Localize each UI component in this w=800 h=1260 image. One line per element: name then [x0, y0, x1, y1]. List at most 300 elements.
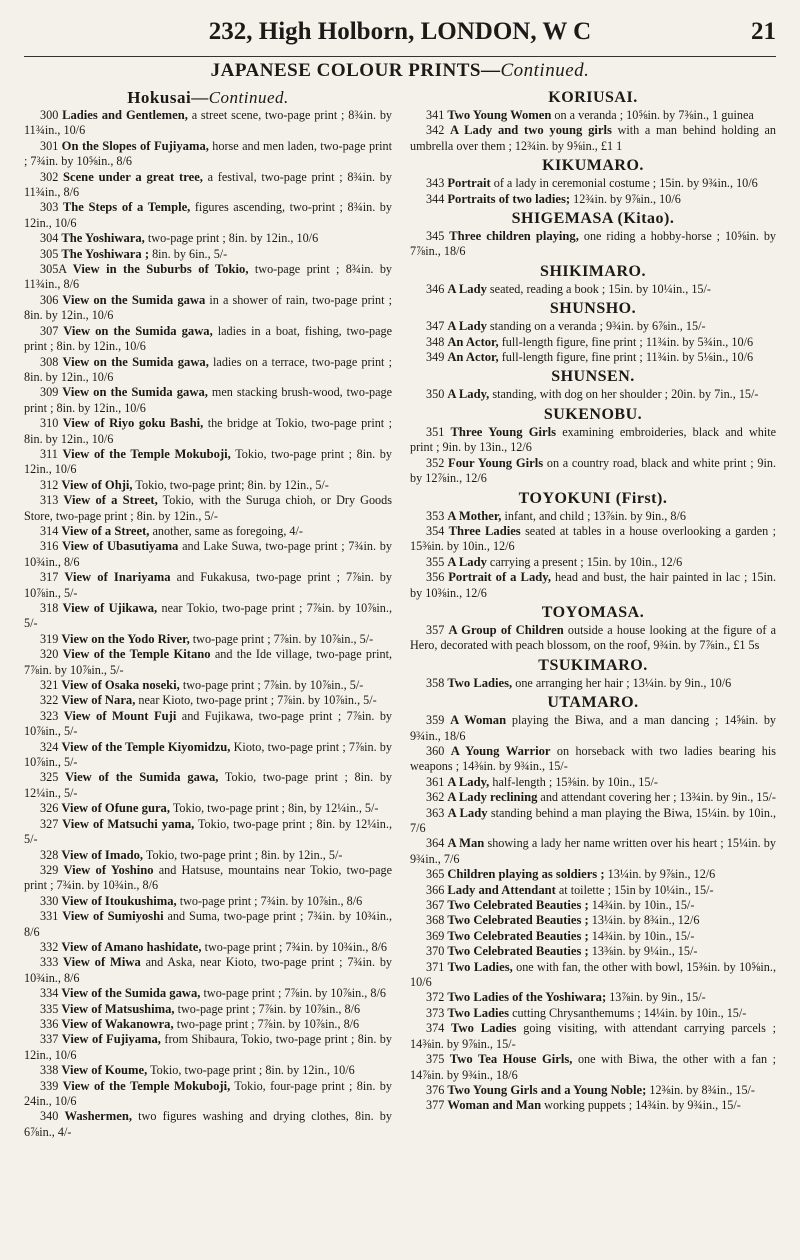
entry-number: 351 — [426, 424, 445, 439]
artist-heading: KIKUMARO. — [542, 157, 644, 175]
entry-number: 342 — [426, 123, 445, 138]
entry-details: from Shibaura, Tokio, two-page print ; 8in. by 12in., 10/6 — [24, 1032, 392, 1062]
catalogue-entry — [410, 387, 776, 402]
entry-details: 13¼in. by 9⅞in., 12/6 — [607, 867, 716, 882]
artist-heading: TSUKIMARO. — [538, 656, 648, 674]
entry-number: 344 — [426, 191, 445, 206]
entry-number: 326 — [40, 801, 59, 816]
artist-heading: SHUNSEN. — [551, 368, 635, 386]
entry-title: Washermen, — [64, 1109, 132, 1124]
entry-title: View of Ofune gura, — [61, 801, 170, 816]
entry-title: Children playing as soldiers ; — [447, 867, 605, 882]
entry-number: 368 — [426, 913, 445, 928]
catalogue-entry — [24, 293, 392, 324]
entry-number: 361 — [426, 774, 445, 789]
entry-title: The Yoshiwara ; — [61, 246, 150, 261]
entry-number: 339 — [40, 1078, 59, 1093]
entry-number: 322 — [40, 693, 59, 708]
entry-title: A Lady, — [447, 387, 490, 402]
catalogue-entry — [24, 570, 392, 601]
entry-number: 365 — [426, 867, 445, 882]
entry-number: 341 — [426, 108, 445, 122]
entry-number: 321 — [40, 678, 59, 693]
catalogue-entry — [24, 1063, 392, 1078]
entry-number: 333 — [40, 955, 59, 970]
entry-details: showing a lady her name written over his heart ; 15¼in. by 9¾in., 7/6 — [410, 836, 776, 866]
entry-title: Ladies and Gentlemen, — [62, 108, 188, 122]
entry-number: 329 — [40, 862, 59, 877]
entry-details: two-page print ; 7¾in. by 10¾in., 8/6 — [204, 939, 388, 954]
entry-title: Woman and Man — [447, 1098, 542, 1113]
entry-title: Portrait — [447, 176, 491, 191]
entry-details: examining embroideries, black and white print ; 9in. by 13in., 12/6 — [410, 424, 777, 455]
left-column — [24, 86, 392, 1140]
entry-title: Two Ladies — [451, 1021, 517, 1036]
artist-heading: SHIGEMASA (Kitao). — [511, 210, 675, 228]
catalogue-entry — [24, 108, 392, 139]
entry-title: View of the Temple Kitano — [62, 647, 211, 662]
entry-details: 13⅞in. by 9in., 15/- — [609, 990, 706, 1005]
catalogue-entry — [24, 848, 392, 863]
entry-number: 360 — [426, 743, 445, 758]
entry-number: 371 — [426, 959, 445, 974]
entry-number: 331 — [40, 909, 59, 924]
entry-number: 311 — [40, 446, 58, 461]
entry-number: 346 — [426, 281, 445, 296]
entry-details: one with fan, the other with bowl, 15⅜in. by 10⅝in., 10/6 — [410, 959, 776, 990]
catalogue-entry — [410, 836, 776, 867]
entry-details: full-length figure, fine print ; 11¾in. by 5¾in., 10/6 — [501, 334, 754, 349]
catalogue-entry — [24, 493, 392, 524]
entry-number: 328 — [40, 847, 59, 862]
catalogue-entry — [410, 960, 776, 991]
catalogue-entry — [24, 770, 392, 801]
entry-details: Kioto, two-page print ; 7⅞in. by 10⅞in., 5/- — [24, 739, 392, 770]
catalogue-entry — [410, 176, 776, 191]
entry-title: View of the Temple Kiyomidzu, — [61, 739, 231, 754]
entry-title: Two Ladies of the Yoshiwara; — [447, 990, 607, 1005]
catalogue-entry — [410, 790, 776, 805]
entry-title: View of Wakanowra, — [61, 1016, 174, 1031]
entry-details: ladies in a boat, fishing, two-page print ; 8in. by 12in., 10/6 — [24, 323, 393, 354]
entry-number: 362 — [426, 790, 445, 805]
entry-details: men stacking brush-wood, two-page print ; 8in. by 12in., 10/6 — [24, 385, 393, 415]
catalogue-entry — [24, 863, 392, 894]
entry-details: two figures washing and drying clothes, 8in. by 6⅞in., 4/- — [24, 1109, 392, 1139]
entry-number: 376 — [426, 1082, 445, 1097]
entry-title: Three children playing, — [449, 229, 579, 244]
entry-details: working puppets ; 14¾in. by 9¾in., 15/- — [544, 1098, 741, 1113]
entry-details: going visiting, with attendant carrying parcels ; 14⅜in. by 9⅞in., 15/- — [410, 1021, 777, 1051]
entry-title: View of Ujikawa, — [62, 601, 158, 615]
entry-details: 13¼in. by 8¾in., 12/6 — [591, 913, 700, 928]
entry-title: The Steps of a Temple, — [62, 200, 191, 215]
catalogue-entry — [410, 676, 776, 691]
catalogue-entry — [24, 539, 392, 570]
entry-number: 302 — [40, 169, 59, 184]
entry-title: View of Sumiyoshi — [62, 909, 164, 924]
catalogue-entry — [410, 775, 776, 790]
entry-details: a street scene, two-page print ; 8¾in. by 11¾in., 10/6 — [24, 108, 393, 138]
entry-details: 12⅜in. by 8¾in., 15/- — [649, 1082, 755, 1097]
catalogue-entry — [24, 324, 392, 355]
entry-details: 14¾in. by 10in., 15/- — [591, 928, 695, 943]
entry-title: Three Ladies — [448, 523, 521, 538]
entry-title: View of a Street, — [61, 523, 150, 538]
entry-details: head and bust, the hair painted in lac ; 15in. by 10⅜in., 12/6 — [410, 570, 776, 600]
entry-details: cutting Chrysanthemums ; 14¼in. by 10in., 15/- — [512, 1005, 747, 1020]
catalogue-entry — [24, 139, 392, 170]
catalogue-entry — [24, 200, 392, 231]
catalogue-entry — [24, 894, 392, 909]
entry-details: two-page print ; 7⅞in. by 10⅞in., 5/- — [182, 678, 364, 693]
entry-details: 8in. by 6in., 5/- — [152, 246, 228, 261]
entry-number: 358 — [426, 675, 445, 690]
entry-title: Two Celebrated Beauties ; — [447, 944, 589, 959]
section-continued: Continued. — [500, 60, 590, 81]
entry-details: on horseback with two ladies bearing his weapons ; 14⅜in. by 9¾in., 15/- — [410, 743, 777, 774]
entry-title: View of Ohji, — [61, 477, 133, 492]
entry-title: View of Itoukushima, — [61, 893, 177, 908]
entry-title: Lady and Attendant — [447, 882, 556, 897]
entry-number: 337 — [40, 1032, 59, 1047]
entry-number: 369 — [426, 928, 445, 943]
entry-details: a festival, two-page print ; 8¾in. by 11¾in., 8/6 — [24, 169, 392, 200]
entry-title: A Young Warrior — [450, 743, 551, 758]
entry-details: and Aska, near Kioto, two-page print ; 7¾in. by 10¾in., 8/6 — [24, 955, 393, 985]
entry-number: 373 — [426, 1005, 445, 1020]
entry-title: View on the Sumida gawa — [62, 292, 206, 307]
catalogue-entry — [24, 478, 392, 493]
catalogue-entry — [24, 693, 392, 708]
catalogue-entry — [410, 623, 776, 654]
page-number: 21 — [751, 18, 776, 45]
entry-title: Two Celebrated Beauties ; — [447, 913, 589, 928]
entry-title: A Lady — [447, 805, 488, 820]
entry-title: View of Miwa — [63, 955, 141, 970]
entry-title: View of Koume, — [61, 1063, 148, 1078]
artist-heading: SHUNSHO. — [549, 300, 637, 318]
entry-title: View on the Sumida gawa, — [62, 385, 208, 400]
entry-number: 347 — [426, 319, 445, 334]
entry-title: View on the Sumida gawa, — [63, 323, 213, 338]
entry-details: Tokio, four-page print ; 8in. by 24in., 10/6 — [24, 1078, 392, 1108]
header-rule — [24, 56, 776, 57]
entry-details: figures ascending, two-print ; 8¾in. by 12in., 10/6 — [24, 200, 392, 230]
catalogue-entry — [24, 647, 392, 678]
entry-title: A Lady, — [447, 774, 490, 789]
artist-heading: SHIKIMARO. — [540, 262, 646, 280]
entry-number: 320 — [40, 647, 59, 662]
entry-details: and attendant covering her ; 13¾in. by 9in., 15/- — [540, 790, 776, 805]
entry-details: another, same as foregoing, 4/- — [152, 523, 303, 538]
entry-title: An Actor, — [447, 334, 499, 349]
catalogue-entry — [24, 355, 392, 386]
catalogue-entry — [410, 1021, 776, 1052]
entry-details: with a man behind holding an umbrella over them ; 12¾in. by 9⅝in., £1 1 — [410, 123, 776, 153]
entry-details: carrying a present ; 15in. by 10in., 12/6 — [489, 554, 683, 569]
entry-number: 374 — [426, 1021, 445, 1036]
entry-details: two-page print ; 7⅞in. by 10⅞in., 5/- — [192, 631, 374, 646]
entry-details: and the Ide village, two-page print, 7⅞in. by 10⅞in., 5/- — [24, 647, 392, 677]
entry-title: A Lady and two young girls — [449, 123, 612, 138]
entry-number: 313 — [40, 493, 59, 508]
entry-number: 343 — [426, 176, 445, 191]
catalogue-entry — [24, 1079, 392, 1110]
entry-title: Two Ladies, — [447, 675, 513, 690]
entry-details: horse and men laden, two-page print ; 7¾in. by 10⅝in., 8/6 — [24, 138, 392, 169]
entry-title: A Mother, — [447, 508, 502, 523]
entry-title: Portrait of a Lady, — [448, 570, 551, 585]
entry-title: A Lady — [447, 319, 487, 334]
artist-heading: Hokusai—Continued. — [127, 88, 289, 107]
entry-title: View of Ubasutiyama — [62, 539, 179, 554]
entry-number: 304 — [40, 231, 59, 246]
catalogue-entry — [410, 1006, 776, 1021]
entry-details: of a lady in ceremonial costume ; 15in. by 9¾in., 10/6 — [493, 176, 758, 191]
entry-details: two-page print ; 7¾in. by 10⅞in., 8/6 — [179, 893, 363, 908]
entry-details: Tokio, with the Suruga chioh, or Dry Goods Store, two-page print ; 8in. by 12in., 5/- — [24, 493, 392, 523]
catalogue-entry — [410, 108, 776, 123]
entry-number: 354 — [426, 523, 445, 538]
catalogue-entry — [410, 192, 776, 207]
entry-details: one riding a hobby-horse ; 10⅝in. by 7⅞in., 18/6 — [410, 229, 777, 259]
entry-number: 377 — [426, 1098, 445, 1113]
catalogue-entry — [24, 416, 392, 447]
entry-number: 319 — [40, 631, 59, 646]
entry-number: 317 — [40, 570, 59, 585]
entry-number: 327 — [40, 816, 59, 831]
entry-number: 363 — [426, 805, 445, 820]
catalogue-entry — [410, 898, 776, 913]
entry-number: 336 — [40, 1016, 59, 1031]
entry-details: seated, reading a book ; 15in. by 10¼in., 15/- — [489, 281, 711, 296]
catalogue-entry — [410, 456, 776, 487]
catalogue-entry — [410, 913, 776, 928]
catalogue-entry — [410, 713, 776, 744]
entry-title: Portraits of two ladies; — [447, 191, 571, 206]
entry-details: standing on a veranda ; 9¾in. by 6⅞in., 15/- — [489, 319, 706, 334]
catalogue-entry — [410, 509, 776, 524]
catalogue-entry — [24, 1109, 392, 1140]
catalogue-entry — [24, 1032, 392, 1063]
entry-details: and Fukakusa, two-page print ; 7⅞in. by 10⅞in., 5/- — [24, 570, 392, 600]
catalogue-entry — [24, 1017, 392, 1032]
catalogue-entry — [410, 555, 776, 570]
entry-number: 350 — [426, 387, 445, 402]
catalogue-entry — [410, 1083, 776, 1098]
entry-details: Tokio, two-page print ; 8in. by 12¼in., 5/- — [24, 816, 392, 847]
catalogue-entry — [410, 883, 776, 898]
artist-name: Hokusai — [127, 88, 192, 107]
entry-title: View of Matsushima, — [61, 1001, 175, 1016]
entry-details: Tokio, two-page print ; 8in. by 12in., 10/6 — [24, 446, 392, 477]
entry-details: two-page print ; 7⅞in. by 10⅞in., 8/6 — [176, 1016, 360, 1031]
catalogue-entry — [24, 740, 392, 771]
page-header — [24, 18, 776, 52]
entry-details: Tokio, two-page print ; 8in. by 12in., 10/6 — [150, 1063, 355, 1078]
catalogue-entry — [410, 944, 776, 959]
entry-number: 348 — [426, 334, 445, 349]
entry-details: two-page print ; 8¾in. by 11¾in., 8/6 — [24, 262, 393, 292]
entry-title: Four Young Girls — [448, 455, 544, 470]
entry-details: near Kioto, two-page print ; 7⅞in. by 10⅞in., 5/- — [138, 693, 377, 708]
entry-title: View of Amano hashidate, — [61, 939, 202, 954]
catalogue-entry — [24, 955, 392, 986]
artist-continued: Continued. — [208, 88, 289, 107]
catalogue-entry — [410, 282, 776, 297]
artist-heading: TOYOKUNI (First). — [518, 489, 668, 507]
entry-number: 340 — [40, 1109, 59, 1124]
catalogue-entry — [24, 817, 392, 848]
entry-details: on a country road, black and white print ; 9in. by 12⅞in., 12/6 — [410, 455, 777, 486]
catalogue-entry — [410, 744, 776, 775]
entry-details: ladies on a terrace, two-page print ; 8in. by 12in., 10/6 — [24, 354, 392, 384]
entry-number: 356 — [426, 570, 445, 585]
entry-number: 353 — [426, 508, 445, 523]
entry-number: 334 — [40, 986, 59, 1001]
entry-title: An Actor, — [447, 350, 499, 365]
entry-title: Two Ladies — [447, 1005, 510, 1020]
entry-details: seated at tables in a house overlooking a garden ; 15⅜in. by 10in., 12/6 — [410, 523, 776, 554]
entry-details: playing the Biwa, and a man dancing ; 14⅝in. by 9¾in., 18/6 — [410, 713, 777, 743]
catalogue-entry — [24, 262, 392, 293]
entry-title: View on the Yodo River, — [61, 631, 190, 646]
entry-details: Tokio, two-page print; 8in. by 12in., 5/- — [135, 477, 329, 492]
shop-address: 232, High Holborn, LONDON, W C — [208, 18, 592, 45]
entry-title: View of Fujiyama, — [61, 1032, 161, 1047]
entry-number: 310 — [40, 416, 59, 431]
entry-title: On the Slopes of Fujiyama, — [61, 138, 209, 153]
entry-number: 338 — [40, 1063, 59, 1078]
catalogue-entry — [410, 1052, 776, 1083]
entry-number: 316 — [40, 539, 59, 554]
entry-details: and Hatsuse, mountains near Tokio, two-page print ; 7¾in. by 10¾in., 8/6 — [24, 862, 392, 893]
catalogue-entry — [410, 524, 776, 555]
entry-number: 370 — [426, 944, 445, 959]
entry-number: 375 — [426, 1052, 445, 1067]
artist-heading: UTAMARO. — [547, 694, 639, 712]
entry-details: Tokio, two-page print ; 8in. by 12in., 5/- — [145, 847, 343, 862]
catalogue-entry — [24, 247, 392, 262]
entry-details: near Tokio, two-page print ; 7⅞in. by 10⅞in., 5/- — [24, 601, 392, 631]
catalogue-entry — [410, 123, 776, 154]
entry-details: the bridge at Tokio, two-page print ; 8in. by 12in., 10/6 — [24, 416, 393, 446]
entry-title: Two Celebrated Beauties ; — [447, 898, 589, 913]
entry-details: full-length figure, fine print ; 11¾in. by 5⅛in., 10/6 — [501, 350, 754, 365]
entry-title: View in the Suburbs of Tokio, — [72, 262, 249, 277]
entry-number: 305 — [40, 246, 59, 261]
entry-details: two-page print ; 7⅞in. by 10⅞in., 8/6 — [203, 986, 386, 1001]
catalogue-entry — [410, 425, 776, 456]
entry-number: 332 — [40, 939, 59, 954]
entry-title: A Lady — [447, 281, 487, 296]
entry-number: 335 — [40, 1001, 59, 1016]
catalogue-entry — [410, 229, 776, 260]
entry-number: 314 — [40, 523, 59, 538]
catalogue-entry — [24, 447, 392, 478]
entry-title: View of the Temple Mokuboji, — [62, 446, 231, 461]
entry-title: Two Young Women — [447, 108, 552, 122]
entry-number: 312 — [40, 477, 59, 492]
entry-title: Three Young Girls — [450, 424, 557, 439]
entry-details: in a shower of rain, two-page print ; 8in. by 12in., 10/6 — [24, 292, 392, 323]
entry-title: View of the Sumida gawa, — [64, 770, 219, 785]
entry-title: View of Yoshino — [63, 862, 154, 877]
entry-details: two-page print ; 8in. by 12in., 10/6 — [147, 231, 319, 246]
entry-number: 364 — [426, 836, 445, 851]
catalogue-entry — [24, 986, 392, 1001]
entry-number: 303 — [40, 200, 59, 215]
entry-number: 305A — [40, 262, 67, 277]
entry-details: half-length ; 15⅜in. by 10in., 15/- — [492, 774, 658, 789]
entry-number: 307 — [40, 323, 59, 338]
catalogue-entry — [24, 709, 392, 740]
entry-title: View of Imado, — [61, 847, 144, 862]
entry-title: Two Young Girls and a Young Noble; — [447, 1082, 647, 1097]
catalogue-entry — [24, 632, 392, 647]
entry-details: and Fujikawa, two-page print ; 7⅞in. by 10⅞in., 5/- — [24, 708, 393, 739]
entry-title: A Group of Children — [448, 622, 564, 637]
entry-number: 308 — [40, 354, 59, 369]
entry-number: 357 — [426, 622, 445, 637]
section-title: JAPANESE COLOUR PRINTS—Continued. — [210, 60, 590, 81]
entry-title: View of Matsuchi yama, — [62, 816, 195, 831]
catalogue-entry — [24, 1002, 392, 1017]
catalogue-entry — [24, 170, 392, 201]
entry-title: View of Nara, — [61, 693, 136, 708]
entry-number: 324 — [40, 739, 59, 754]
entry-number: 367 — [426, 898, 445, 913]
entry-number: 301 — [40, 138, 59, 153]
artist-heading: KORIUSAI. — [548, 89, 638, 106]
entry-number: 325 — [40, 770, 59, 785]
entry-number: 355 — [426, 554, 445, 569]
artist-heading: TOYOMASA. — [541, 603, 645, 621]
entry-title: A Woman — [450, 713, 507, 728]
catalogue-entry — [410, 1098, 776, 1113]
catalogue-entry — [410, 867, 776, 882]
catalogue-entry — [24, 231, 392, 246]
entry-details: standing, with dog on her shoulder ; 20in. by 7in., 15/- — [492, 387, 759, 402]
entry-title: A Lady reclining — [447, 790, 538, 805]
entry-details: outside a house looking at the figure of a Hero, decorated with peach blossom, on the roof, 9¾in. by 7⅞in., £1 5s — [410, 622, 777, 653]
entry-details: standing behind a man playing the Biwa, 15¼in. by 10in., 7/6 — [410, 805, 777, 835]
entry-number: 349 — [426, 350, 445, 365]
entry-details: Tokio, two-page print ; 8in. by 12¼in., 5/- — [24, 770, 393, 800]
catalogue-entry — [410, 319, 776, 334]
entry-title: View of the Temple Mokuboji, — [62, 1078, 231, 1093]
entry-number: 366 — [426, 882, 445, 897]
right-column — [410, 86, 776, 1114]
catalogue-entry — [24, 524, 392, 539]
entry-title: View of the Sumida gawa, — [61, 986, 201, 1001]
entry-number: 345 — [426, 229, 445, 244]
entry-details: two-page print ; 7⅞in. by 10⅞in., 8/6 — [177, 1001, 361, 1016]
catalogue-entry — [24, 940, 392, 955]
entry-number: 372 — [426, 990, 445, 1005]
entry-title: Two Celebrated Beauties ; — [447, 928, 589, 943]
entry-title: View of Osaka noseki, — [61, 678, 180, 693]
entry-details: 14¾in. by 10in., 15/- — [591, 898, 695, 913]
entry-details: one with Biwa, the other with a fan ; 14⅞in. by 9¾in., 18/6 — [410, 1052, 777, 1082]
catalogue-entry — [24, 909, 392, 940]
catalogue-entry — [24, 601, 392, 632]
entry-details: 12¾in. by 9⅞in., 10/6 — [573, 191, 681, 206]
entry-title: View of Inariyama — [64, 570, 171, 585]
catalogue-entry — [410, 335, 776, 350]
catalogue-entry — [410, 806, 776, 837]
